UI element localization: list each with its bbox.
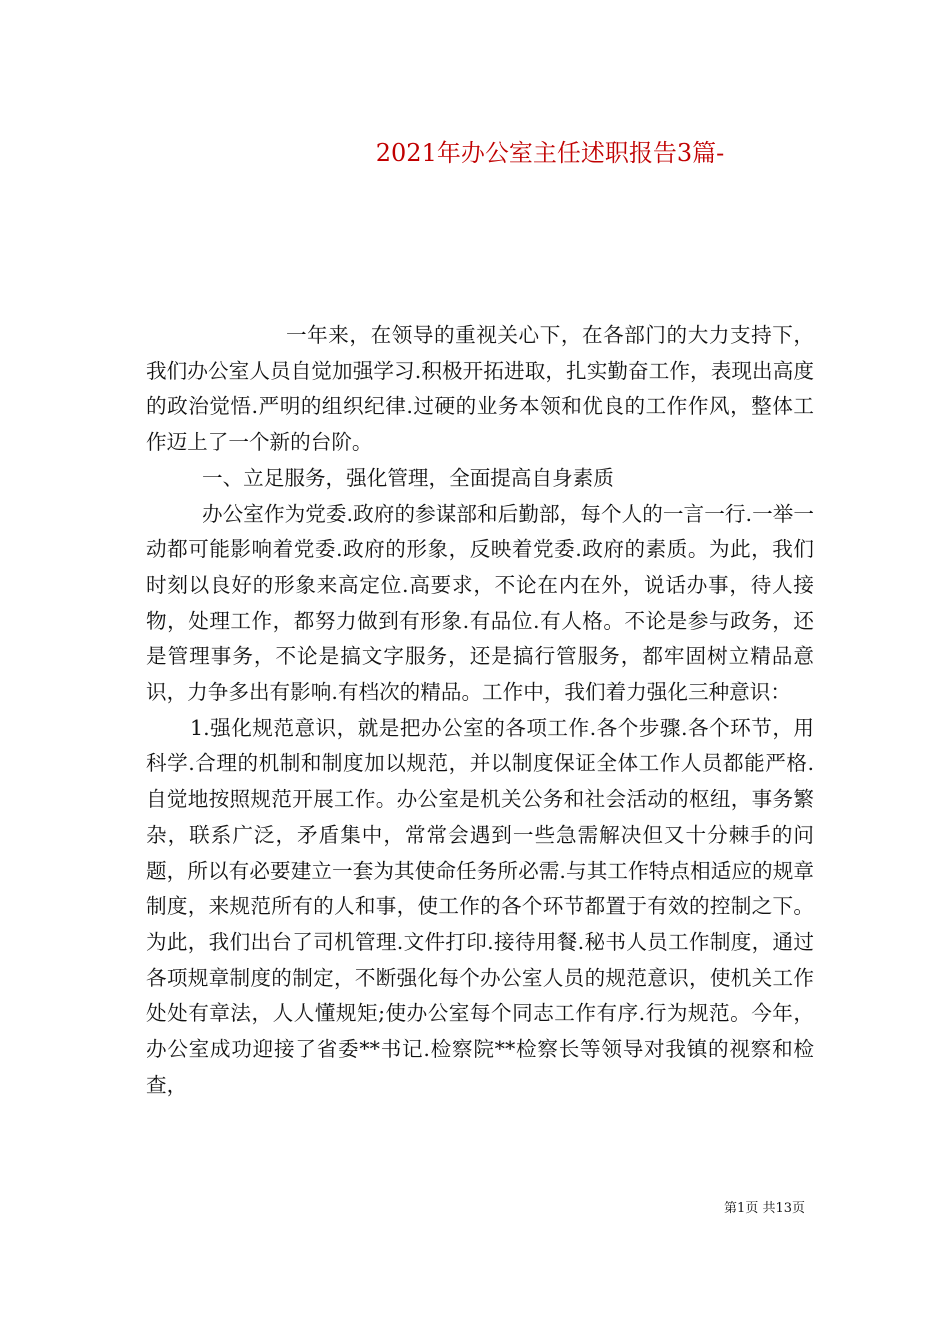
page-number-footer: 第1页 共13页 (724, 1201, 805, 1216)
document-body (146, 318, 814, 1103)
numbered-paragraph: 1.强化规范意识，就是把办公室的各项工作.各个步骤.各个环节，用科学.合理的机制和制度加以规范，并以制度保证全体工作人员都能严格.自觉地按照规范开展工作。办公室是机关公务和社会活动的枢纽，事务繁杂，联系广泛，矛盾集中，常常会遇到一些急需解决但又十分棘手的问题，所以有必要建立一套为其使命任务所必需.与其工作特点相适应的规章制度，来规范所有的人和事，使工作的各个环节都置于有效的控制之下。为此，我们出台了司机管理.文件打印.接待用餐.秘书人员工作制度，通过各项规章制度的制定，不断强化每个办公室人员的规范意识，使机关工作处处有章法，人人懂规矩;使办公室每个同志工作有序.行为规范。今年，办公室成功迎接了省委**书记.检察院**检察长等领导对我镇的视察和检查， (146, 715, 814, 1097)
document-title: 2021年办公室主任述职报告3篇- (375, 139, 725, 167)
section-heading: 一、立足服务，强化管理，全面提高自身素质 (202, 465, 614, 490)
body-paragraph: 办公室作为党委.政府的参谋部和后勤部，每个人的一言一行.一举一动都可能影响着党委.政府的形象，反映着党委.政府的素质。为此，我们时刻以良好的形象来高定位.高要求，不论在内在外，说话办事，待人接物，处理工作，都努力做到有形象.有品位.有人格。不论是参与政务，还是管理事务，不论是搞文字服务，还是搞行管服务，都牢固树立精品意识，力争多出有影响.有档次的精品。工作中，我们着力强化三种意识： (146, 501, 814, 705)
intro-paragraph: 一年来，在领导的重视关心下，在各部门的大力支持下，我们办公室人员自觉加强学习.积极开拓进取，扎实勤奋工作，表现出高度的政治觉悟.严明的组织纪律.过硬的业务本领和优良的工作作风，整体工作迈上了一个新的台阶。 (146, 323, 814, 455)
